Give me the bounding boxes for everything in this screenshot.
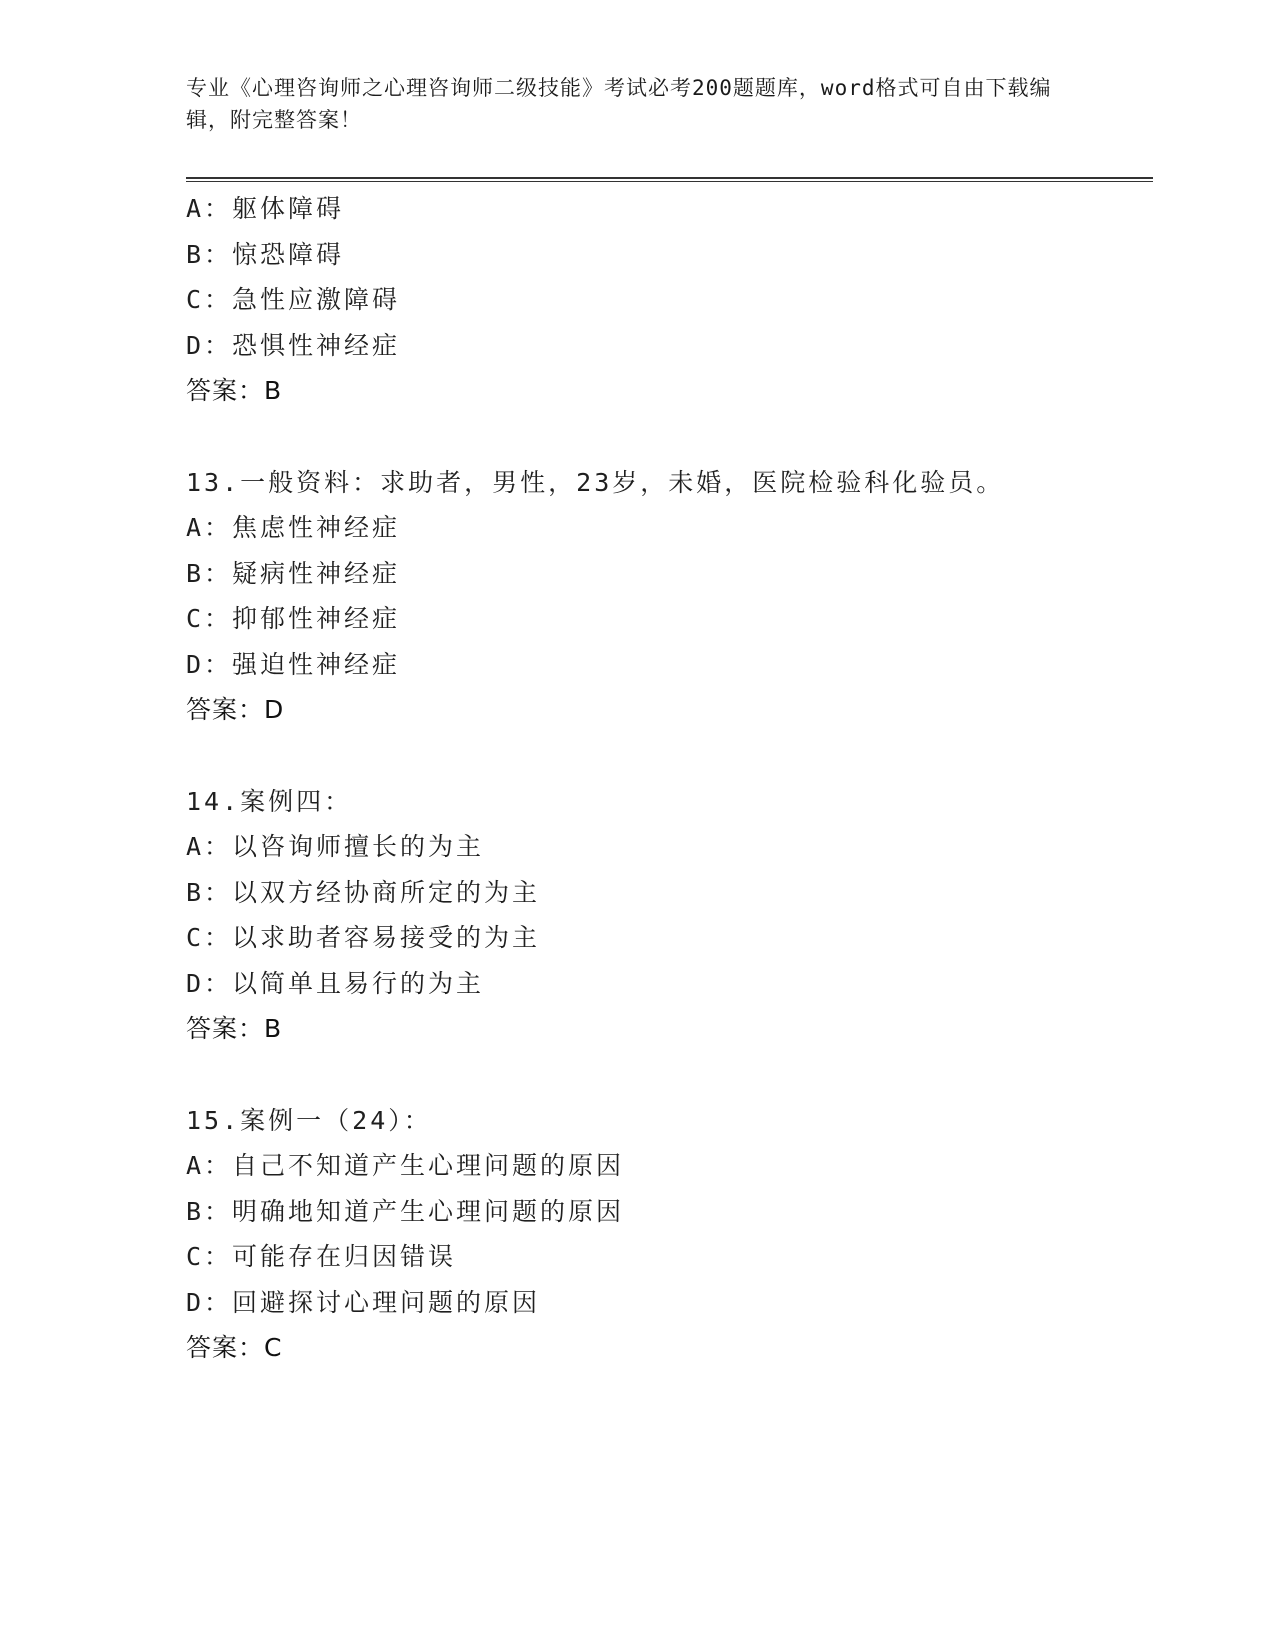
option-a: A：以咨询师擅长的为主 <box>186 832 485 861</box>
option-c: C：可能存在归因错误 <box>186 1242 457 1271</box>
answer-label: 答案：B <box>186 376 283 405</box>
question-block-12 <box>186 186 1146 414</box>
document-header: 专业《心理咨询师之心理咨询师二级技能》考试必考200题题库，word格式可自由下载编辑，附完整答案！ <box>186 76 1052 132</box>
option-d: D：强迫性神经症 <box>186 649 401 679</box>
option-b: B：明确地知道产生心理问题的原因 <box>186 1196 625 1226</box>
answer-label: 答案：D <box>186 695 285 724</box>
question-text: 13.一般资料：求助者，男性，23岁，未婚，医院检验科化验员。 <box>186 467 1005 497</box>
question-text: 14.案例四： <box>186 786 353 816</box>
option-a: A：焦虑性神经症 <box>186 513 401 542</box>
option-d: D：恐惧性神经症 <box>186 330 401 360</box>
option-d: D：以简单且易行的为主 <box>186 968 485 998</box>
option-a: A：自己不知道产生心理问题的原因 <box>186 1151 625 1180</box>
option-c: C：以求助者容易接受的为主 <box>186 923 541 952</box>
option-c: C：急性应激障碍 <box>186 285 401 314</box>
option-b: B：以双方经协商所定的为主 <box>186 877 541 907</box>
option-a: A：躯体障碍 <box>186 194 345 223</box>
question-list <box>186 186 1146 1371</box>
question-block-13 <box>186 460 1146 733</box>
option-d: D：回避探讨心理问题的原因 <box>186 1287 541 1317</box>
question-block-15 <box>186 1098 1146 1371</box>
question-text: 15.案例一（24）： <box>186 1105 432 1135</box>
option-c: C：抑郁性神经症 <box>186 604 401 633</box>
answer-label: 答案：C <box>186 1333 283 1362</box>
answer-label: 答案：B <box>186 1014 283 1043</box>
header-divider <box>186 177 1153 182</box>
question-block-14 <box>186 779 1146 1052</box>
option-b: B：惊恐障碍 <box>186 239 345 269</box>
option-b: B：疑病性神经症 <box>186 558 401 588</box>
